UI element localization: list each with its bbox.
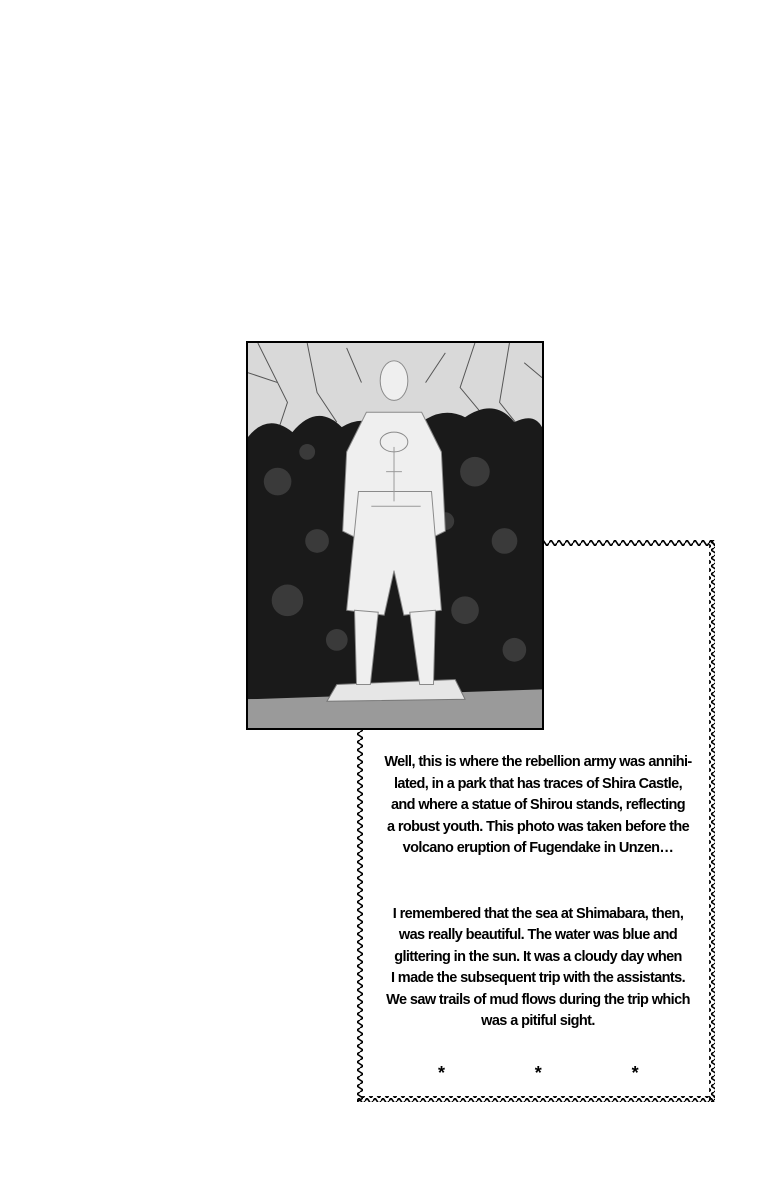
separator-asterisks	[438, 1063, 638, 1085]
caption-text	[365, 752, 711, 1084]
caption-paragraph-1: Well, this is where the rebellion army was annihi- lated, in a park that has traces of Shira Castle, and where a statue of Shirou stands, reflecting a robust youth. This photo was taken before the volcano eruption of Fugendake in Unzen…	[384, 754, 692, 856]
asterisk-3: *	[631, 1062, 638, 1083]
asterisk-2: *	[534, 1062, 542, 1083]
caption-box	[357, 540, 715, 1102]
caption-paragraph-2: I remembered that the sea at Shimabara, then, was really beautiful. The water was blue and glittering in the sun. It was a cloudy day when I made the subsequent trip with the assistants. We saw trails of mud flows during the trip which was a pitiful sight.	[386, 905, 690, 1029]
asterisk-1: *	[438, 1062, 445, 1083]
